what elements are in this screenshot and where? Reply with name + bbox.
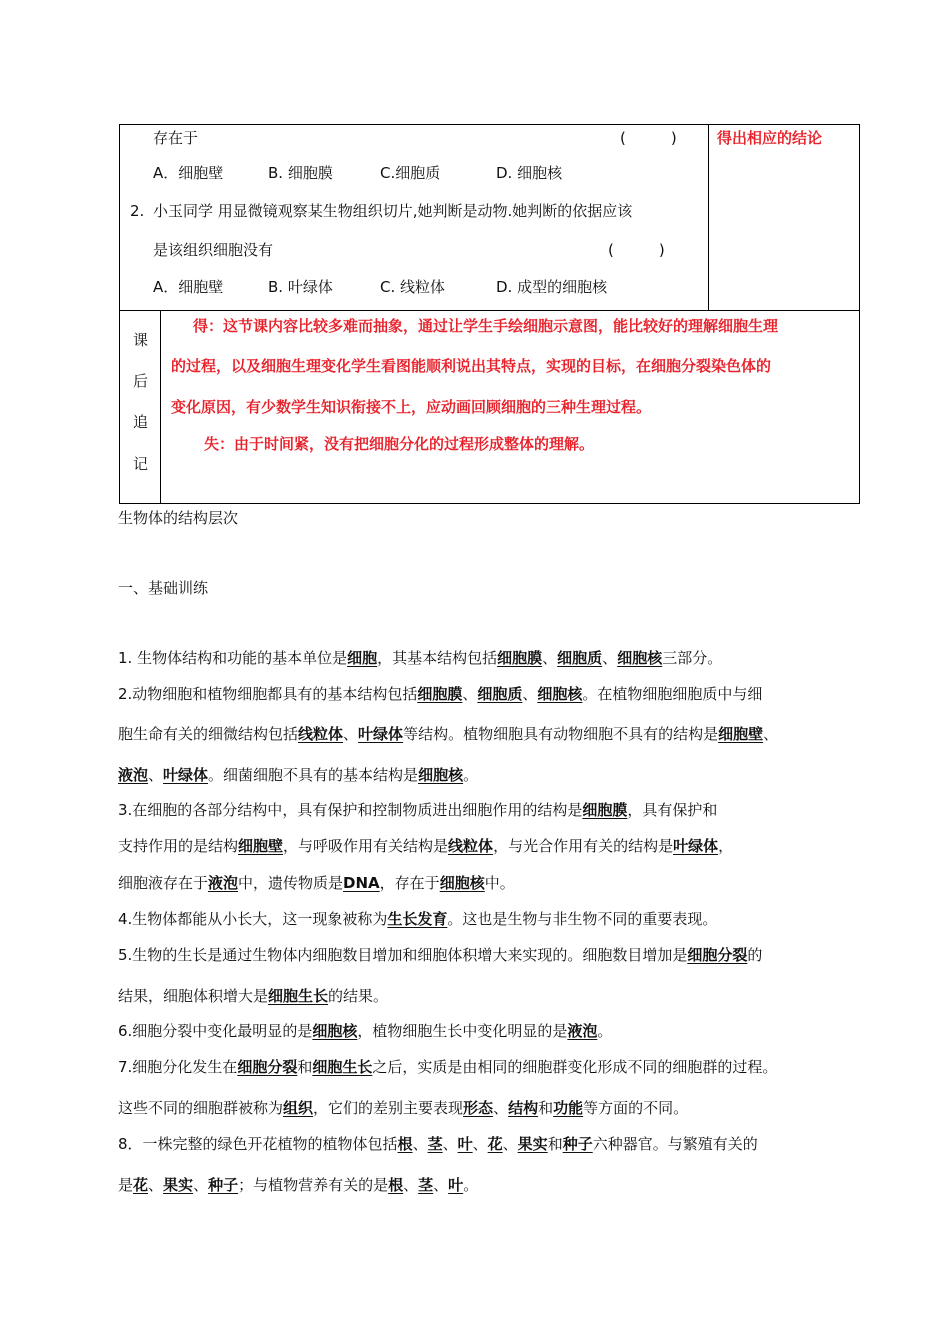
body-text: 三部分。 bbox=[662, 649, 723, 667]
answer-text: 液泡 bbox=[118, 766, 149, 784]
answer-text: 形态 bbox=[463, 1099, 494, 1117]
reflection-label-char-1: 课 bbox=[133, 331, 149, 349]
answer-text: 根 bbox=[388, 1176, 404, 1194]
answer-text: 液泡 bbox=[567, 1022, 598, 1040]
body-text: 。细菌细胞不具有的基本结构是 bbox=[208, 766, 419, 784]
body-text: ，具有保护和 bbox=[627, 801, 718, 819]
body-text: 8．一株完整的绿色开花植物的植物体包括 bbox=[118, 1135, 398, 1153]
body-text: 的 bbox=[747, 946, 763, 964]
reflection-gain-line3: 变化原因，有少数学生知识衔接不上，应动画回顾细胞的三种生理过程。 bbox=[171, 398, 652, 416]
body-text: 、 bbox=[403, 1176, 419, 1194]
item-7-line1 bbox=[118, 1057, 777, 1077]
body-text: ，与光合作用有关的结构是 bbox=[493, 837, 674, 855]
body-text: 4.生物体都能从小长大，这一现象被称为 bbox=[118, 910, 388, 928]
answer-text: 种子 bbox=[562, 1135, 593, 1153]
item-7-line2 bbox=[118, 1098, 688, 1118]
answer-text: 细胞壁 bbox=[238, 837, 284, 855]
q2-number: 2. bbox=[130, 202, 145, 220]
q2-option-c: C. 线粒体 bbox=[380, 278, 446, 296]
q1-option-b: B. 细胞膜 bbox=[268, 164, 333, 182]
body-text: 是 bbox=[118, 1176, 134, 1194]
item-4 bbox=[118, 909, 717, 929]
answer-text: 叶 bbox=[448, 1176, 464, 1194]
answer-text: 茎 bbox=[427, 1135, 443, 1153]
section-heading: 一、基础训练 bbox=[118, 579, 209, 597]
reflection-loss-line: 失：由于时间紧，没有把细胞分化的过程形成整体的理解。 bbox=[204, 435, 595, 453]
body-text: 、 bbox=[472, 1135, 488, 1153]
answer-text: 结构 bbox=[508, 1099, 539, 1117]
table-divider-horizontal bbox=[119, 310, 860, 311]
body-text: 。在植物细胞细胞质中与细 bbox=[582, 685, 763, 703]
body-text: 、 bbox=[493, 1099, 509, 1117]
body-text: 、 bbox=[148, 1176, 164, 1194]
body-text: 3.在细胞的各部分结构中，具有保护和控制物质进出细胞作用的结构是 bbox=[118, 801, 583, 819]
answer-text: 细胞生长 bbox=[312, 1058, 373, 1076]
body-text: 结果，细胞体积增大是 bbox=[118, 987, 269, 1005]
answer-text: 功能 bbox=[553, 1099, 584, 1117]
q2-answer-paren: ( ) bbox=[608, 241, 665, 259]
item-8-line2 bbox=[118, 1175, 478, 1195]
body-text: 6.细胞分裂中变化最明显的是 bbox=[118, 1022, 313, 1040]
answer-text: 叶绿体 bbox=[163, 766, 209, 784]
body-text: 中，遗传物质是 bbox=[238, 874, 344, 892]
body-text: 、 bbox=[412, 1135, 428, 1153]
body-text: 。 bbox=[597, 1022, 613, 1040]
reflection-label-char-3: 追 bbox=[133, 413, 149, 431]
q1-option-d: D. 细胞核 bbox=[496, 164, 563, 182]
item-1 bbox=[118, 648, 722, 668]
body-text: 之后，实质是由相同的细胞群变化形成不同的细胞群的过程。 bbox=[372, 1058, 778, 1076]
item-2-line1 bbox=[118, 684, 762, 704]
item-3-line3 bbox=[118, 873, 515, 893]
body-text: 的结果。 bbox=[328, 987, 389, 1005]
table-label-divider bbox=[160, 310, 161, 504]
answer-text: 种子 bbox=[208, 1176, 239, 1194]
table-border-left bbox=[119, 124, 120, 504]
body-text: 等结构。植物细胞具有动物细胞不具有的结构是 bbox=[403, 725, 719, 743]
body-text: ，其基本结构包括 bbox=[377, 649, 498, 667]
body-text: 中。 bbox=[484, 874, 515, 892]
answer-text: 细胞分裂 bbox=[687, 946, 748, 964]
table-border-bottom bbox=[119, 503, 860, 504]
answer-text: 细胞生长 bbox=[268, 987, 329, 1005]
body-text: ，与呼吸作用有关结构是 bbox=[283, 837, 449, 855]
body-text: 、 bbox=[442, 1135, 458, 1153]
answer-text: 叶绿体 bbox=[673, 837, 719, 855]
answer-text: 花 bbox=[133, 1176, 149, 1194]
body-text: 、 bbox=[193, 1176, 209, 1194]
body-text: 、 bbox=[522, 685, 538, 703]
q1-option-c: C.细胞质 bbox=[380, 164, 441, 182]
q1-option-a: A．细胞壁 bbox=[153, 164, 224, 182]
answer-text: 细胞核 bbox=[418, 766, 464, 784]
body-text: ，它们的差别主要表现 bbox=[313, 1099, 464, 1117]
q2-stem-line2: 是该组织细胞没有 bbox=[153, 241, 274, 259]
body-text: 、 bbox=[602, 649, 618, 667]
answer-text: DNA bbox=[343, 874, 380, 892]
reflection-gain-line1: 得：这节课内容比较多难而抽象，通过让学生手绘细胞示意图，能比较好的理解细胞生理 bbox=[193, 317, 779, 335]
answer-text: 细胞核 bbox=[439, 874, 485, 892]
item-3-line1 bbox=[118, 800, 717, 820]
body-text: ；与植物营养有关的是 bbox=[238, 1176, 389, 1194]
body-text: 细胞液存在于 bbox=[118, 874, 209, 892]
reflection-gain-line2: 的过程，以及细胞生理变化学生看图能顺利说出其特点，实现的目标，在细胞分裂染色体的 bbox=[171, 357, 772, 375]
side-note-conclusion: 得出相应的结论 bbox=[717, 129, 823, 147]
item-8-line1 bbox=[118, 1134, 758, 1154]
body-text: 、 bbox=[502, 1135, 518, 1153]
answer-text: 细胞膜 bbox=[417, 685, 463, 703]
q2-option-a: A．细胞壁 bbox=[153, 278, 224, 296]
answer-text: 果实 bbox=[517, 1135, 548, 1153]
answer-text: 生长发育 bbox=[387, 910, 448, 928]
answer-text: 茎 bbox=[418, 1176, 434, 1194]
answer-text: 线粒体 bbox=[298, 725, 344, 743]
answer-text: 组织 bbox=[283, 1099, 314, 1117]
body-text: ， bbox=[718, 837, 734, 855]
item-6 bbox=[118, 1021, 612, 1041]
answer-text: 花 bbox=[487, 1135, 503, 1153]
answer-text: 细胞 bbox=[347, 649, 378, 667]
reflection-label-char-2: 后 bbox=[133, 372, 149, 390]
answer-text: 果实 bbox=[163, 1176, 194, 1194]
body-text: 。这也是生物与非生物不同的重要表现。 bbox=[447, 910, 718, 928]
body-text: 。 bbox=[463, 1176, 479, 1194]
body-text: 、 bbox=[462, 685, 478, 703]
answer-text: 细胞核 bbox=[312, 1022, 358, 1040]
table-border-top bbox=[119, 124, 860, 125]
body-text: 。 bbox=[463, 766, 479, 784]
item-5-line1 bbox=[118, 945, 762, 965]
answer-text: 线粒体 bbox=[448, 837, 494, 855]
answer-text: 细胞分裂 bbox=[237, 1058, 298, 1076]
item-2-line2 bbox=[118, 724, 778, 744]
answer-text: 细胞核 bbox=[617, 649, 663, 667]
answer-text: 液泡 bbox=[208, 874, 239, 892]
answer-text: 叶绿体 bbox=[358, 725, 404, 743]
body-text: 5.生物的生长是通过生物体内细胞数目增加和细胞体积增大来实现的。细胞数目增加是 bbox=[118, 946, 688, 964]
body-text: 2.动物细胞和植物细胞都具有的基本结构包括 bbox=[118, 685, 418, 703]
q1-answer-paren: ( ) bbox=[620, 129, 677, 147]
body-text: 、 bbox=[148, 766, 164, 784]
answer-text: 细胞质 bbox=[477, 685, 523, 703]
q2-option-d: D. 成型的细胞核 bbox=[496, 278, 608, 296]
body-text: 和 bbox=[297, 1058, 313, 1076]
item-2-line3 bbox=[118, 765, 478, 785]
q1-stem: 存在于 bbox=[153, 129, 199, 147]
body-text: 、 bbox=[343, 725, 359, 743]
q2-stem-line1: 小玉同学 用显微镜观察某生物组织切片,她判断是动物.她判断的依据应该 bbox=[153, 202, 633, 220]
body-text: 六种器官。与繁殖有关的 bbox=[592, 1135, 758, 1153]
body-text: 这些不同的细胞群被称为 bbox=[118, 1099, 284, 1117]
q2-option-b: B. 叶绿体 bbox=[268, 278, 333, 296]
body-text: 支持作用的是结构 bbox=[118, 837, 239, 855]
body-text: ，植物细胞生长中变化明显的是 bbox=[357, 1022, 568, 1040]
answer-text: 细胞核 bbox=[537, 685, 583, 703]
body-text: 、 bbox=[542, 649, 558, 667]
table-divider-vertical bbox=[708, 124, 709, 310]
body-text: 和 bbox=[547, 1135, 563, 1153]
answer-text: 根 bbox=[397, 1135, 413, 1153]
answer-text: 细胞壁 bbox=[718, 725, 764, 743]
body-text: 7.细胞分化发生在 bbox=[118, 1058, 238, 1076]
body-text: 和 bbox=[538, 1099, 554, 1117]
answer-text: 细胞膜 bbox=[582, 801, 628, 819]
item-5-line2 bbox=[118, 986, 388, 1006]
page-title: 生物体的结构层次 bbox=[118, 509, 239, 527]
reflection-label-char-4: 记 bbox=[133, 455, 149, 473]
body-text: 胞生命有关的细微结构包括 bbox=[118, 725, 299, 743]
body-text: ，存在于 bbox=[379, 874, 440, 892]
answer-text: 细胞膜 bbox=[497, 649, 543, 667]
body-text: 1. 生物体结构和功能的基本单位是 bbox=[118, 649, 348, 667]
body-text: 、 bbox=[433, 1176, 449, 1194]
body-text: 等方面的不同。 bbox=[583, 1099, 689, 1117]
answer-text: 细胞质 bbox=[557, 649, 603, 667]
item-3-line2 bbox=[118, 836, 733, 856]
body-text: 、 bbox=[763, 725, 779, 743]
answer-text: 叶 bbox=[457, 1135, 473, 1153]
table-border-right bbox=[859, 124, 860, 504]
